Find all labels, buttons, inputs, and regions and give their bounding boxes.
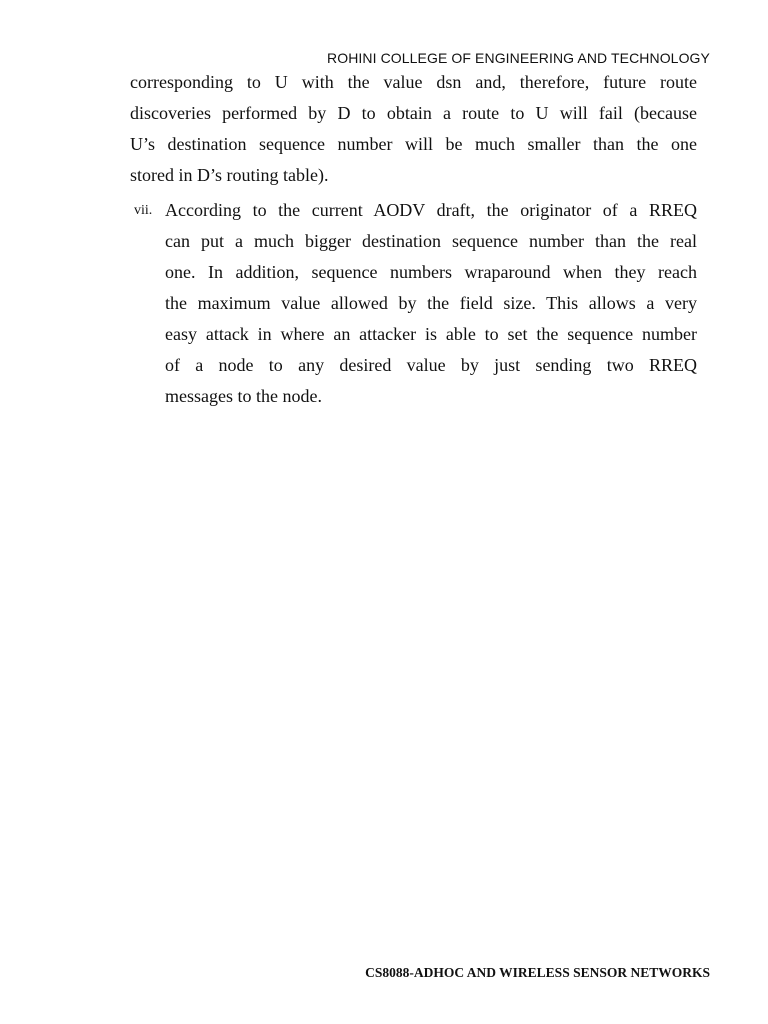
list-item-line: the maximum value allowed by the field size. This allows a very: [165, 293, 697, 313]
page-footer: CS8088-ADHOC AND WIRELESS SENSOR NETWORKS: [365, 965, 710, 980]
list-item-text: [165, 195, 697, 412]
list-marker: vii.: [134, 203, 153, 218]
paragraph-line: U’s destination sequence number will be much smaller than the one: [130, 134, 697, 154]
list-item-line: one. In addition, sequence numbers wraparound when they reach: [165, 262, 697, 282]
page-header: ROHINI COLLEGE OF ENGINEERING AND TECHNOLOGY: [327, 50, 710, 66]
list-item-line: easy attack in where an attacker is able to set the sequence number: [165, 324, 697, 344]
continuation-paragraph: [130, 67, 697, 191]
paragraph-line: corresponding to U with the value dsn and, therefore, future route: [130, 72, 697, 92]
list-item-line: can put a much bigger destination sequence number than the real: [165, 231, 697, 251]
list-item-line: messages to the node.: [165, 386, 322, 406]
list-item-line: of a node to any desired value by just sending two RREQ: [165, 355, 697, 375]
list-item-line: According to the current AODV draft, the originator of a RREQ: [165, 200, 697, 220]
paragraph-line: discoveries performed by D to obtain a route to U will fail (because: [130, 103, 697, 123]
paragraph-line: stored in D’s routing table).: [130, 165, 329, 185]
